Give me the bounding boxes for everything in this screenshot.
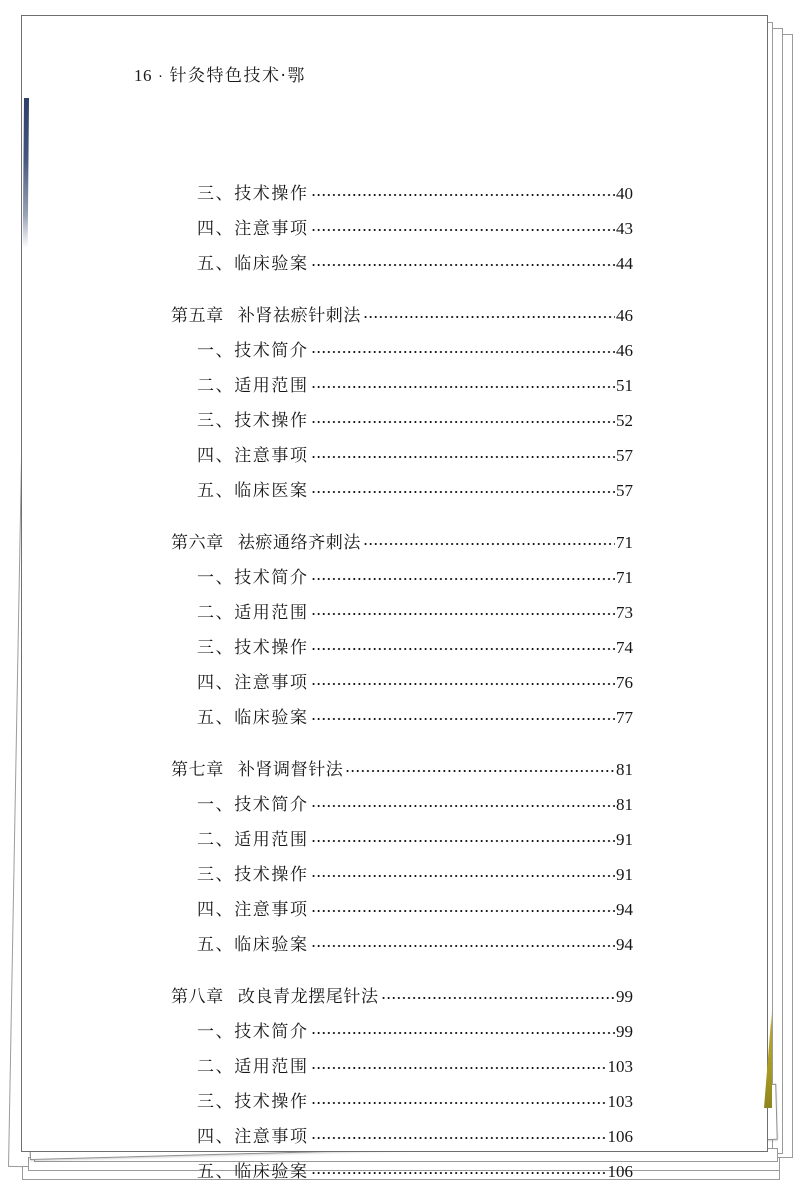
- toc-dot-leader: [311, 445, 615, 461]
- toc-chapter-title: 补肾祛瘀针刺法: [237, 306, 362, 326]
- toc-entry-label: 三、技术操作: [197, 638, 309, 657]
- toc-group: [22, 528, 767, 738]
- toc-chapter-number: 第五章: [171, 306, 224, 326]
- toc-section-entry[interactable]: [22, 598, 767, 633]
- toc-chapter-entry[interactable]: [22, 528, 767, 563]
- toc-dot-leader: [311, 707, 615, 723]
- toc-entry-page-number: 71: [616, 533, 633, 552]
- toc-entry-label: 四、注意事项: [197, 900, 309, 919]
- toc-entry-page-number: 94: [616, 900, 633, 919]
- toc-section-entry[interactable]: [22, 1157, 767, 1192]
- toc-chapter-number: 第七章: [171, 760, 224, 780]
- toc-section-entry[interactable]: [22, 406, 767, 441]
- toc-entry-label: [171, 301, 361, 326]
- toc-dot-leader: [311, 253, 615, 269]
- toc-section-entry[interactable]: [22, 703, 767, 738]
- toc-entry-label: 一、技术简介: [197, 795, 309, 814]
- toc-entry-page-number: 91: [616, 865, 633, 884]
- toc-section-entry[interactable]: [22, 441, 767, 476]
- toc-entry-label: 四、注意事项: [197, 1127, 309, 1146]
- page-folio-number: 16: [134, 66, 152, 85]
- toc-dot-leader: [311, 602, 615, 618]
- toc-entry-page-number: 40: [616, 184, 633, 203]
- running-head-separator: ·: [158, 69, 164, 85]
- toc-entry-label: 四、注意事项: [197, 673, 309, 692]
- toc-chapter-entry[interactable]: [22, 755, 767, 790]
- toc-entry-label: 二、适用范围: [197, 603, 309, 622]
- toc-entry-page-number: 71: [616, 568, 633, 587]
- toc-entry-page-number: 94: [616, 935, 633, 954]
- toc-section-entry[interactable]: [22, 1017, 767, 1052]
- toc-entry-page-number: 81: [616, 760, 633, 779]
- toc-dot-leader: [311, 1161, 607, 1177]
- toc-entry-page-number: 46: [616, 341, 633, 360]
- toc-entry-label: 一、技术简介: [197, 568, 309, 587]
- toc-section-entry[interactable]: [22, 790, 767, 825]
- toc-dot-leader: [363, 305, 615, 321]
- toc-dot-leader: [311, 1091, 607, 1107]
- toc-group: [22, 755, 767, 965]
- toc-entry-page-number: 74: [616, 638, 633, 657]
- table-of-contents: [22, 179, 767, 1192]
- toc-chapter-title: 补肾调督针法: [237, 760, 344, 780]
- toc-entry-label: [171, 982, 379, 1007]
- toc-entry-page-number: 106: [607, 1162, 633, 1181]
- toc-entry-page-number: 99: [616, 1022, 633, 1041]
- toc-group: [22, 982, 767, 1192]
- toc-entry-page-number: 103: [607, 1057, 633, 1076]
- toc-entry-label: 五、临床验案: [197, 1162, 309, 1181]
- toc-section-entry[interactable]: [22, 860, 767, 895]
- toc-entry-label: 三、技术操作: [197, 865, 309, 884]
- toc-entry-label: 五、临床验案: [197, 708, 309, 727]
- toc-dot-leader: [311, 1126, 607, 1142]
- toc-dot-leader: [311, 375, 615, 391]
- toc-entry-page-number: 57: [616, 446, 633, 465]
- toc-entry-label: 四、注意事项: [197, 446, 309, 465]
- toc-entry-page-number: 76: [616, 673, 633, 692]
- toc-entry-page-number: 44: [616, 254, 633, 273]
- toc-entry-label: 三、技术操作: [197, 411, 309, 430]
- toc-section-entry[interactable]: [22, 336, 767, 371]
- toc-entry-label: 二、适用范围: [197, 1057, 309, 1076]
- toc-chapter-number: 第六章: [171, 533, 224, 553]
- toc-section-entry[interactable]: [22, 930, 767, 965]
- toc-entry-label: 一、技术简介: [197, 1022, 309, 1041]
- toc-entry-label: 一、技术简介: [197, 341, 309, 360]
- toc-section-entry[interactable]: [22, 476, 767, 511]
- toc-dot-leader: [311, 637, 615, 653]
- toc-entry-page-number: 43: [616, 219, 633, 238]
- toc-section-entry[interactable]: [22, 214, 767, 249]
- toc-section-entry[interactable]: [22, 1052, 767, 1087]
- running-head: [134, 61, 306, 86]
- toc-entry-label: 四、注意事项: [197, 219, 309, 238]
- toc-entry-page-number: 51: [616, 376, 633, 395]
- toc-chapter-title: 祛瘀通络齐刺法: [237, 533, 362, 553]
- toc-dot-leader: [311, 218, 615, 234]
- toc-section-entry[interactable]: [22, 563, 767, 598]
- book-page: [21, 15, 768, 1181]
- toc-entry-page-number: 81: [616, 795, 633, 814]
- toc-entry-page-number: 106: [607, 1127, 633, 1146]
- toc-chapter-entry[interactable]: [22, 301, 767, 336]
- toc-entry-label: 五、临床医案: [197, 481, 309, 500]
- toc-dot-leader: [311, 672, 615, 688]
- toc-dot-leader: [311, 340, 615, 356]
- toc-section-entry[interactable]: [22, 249, 767, 284]
- toc-entry-label: 五、临床验案: [197, 254, 309, 273]
- toc-dot-leader: [311, 1056, 607, 1072]
- toc-section-entry[interactable]: [22, 895, 767, 930]
- running-head-title: 针灸特色技术·鄂: [169, 66, 306, 86]
- toc-entry-page-number: 57: [616, 481, 633, 500]
- toc-section-entry[interactable]: [22, 825, 767, 860]
- toc-entry-label: 二、适用范围: [197, 830, 309, 849]
- toc-section-entry[interactable]: [22, 633, 767, 668]
- toc-entry-label: 三、技术操作: [197, 1092, 309, 1111]
- toc-dot-leader: [381, 986, 615, 1002]
- toc-entry-page-number: 52: [616, 411, 633, 430]
- toc-dot-leader: [311, 899, 615, 915]
- toc-dot-leader: [311, 864, 615, 880]
- toc-group: [22, 301, 767, 511]
- toc-dot-leader: [311, 829, 615, 845]
- toc-dot-leader: [311, 480, 615, 496]
- toc-dot-leader: [345, 759, 615, 775]
- toc-chapter-entry[interactable]: [22, 982, 767, 1017]
- toc-dot-leader: [311, 567, 615, 583]
- toc-chapter-title: 改良青龙摆尾针法: [237, 987, 379, 1007]
- toc-entry-page-number: 103: [607, 1092, 633, 1111]
- toc-section-entry[interactable]: [22, 371, 767, 406]
- toc-section-entry[interactable]: [22, 668, 767, 703]
- toc-dot-leader: [363, 532, 615, 548]
- toc-entry-label: [171, 528, 361, 553]
- toc-entry-page-number: 46: [616, 306, 633, 325]
- toc-entry-page-number: 99: [616, 987, 633, 1006]
- toc-group: [22, 179, 767, 284]
- toc-entry-label: 三、技术操作: [197, 184, 309, 203]
- toc-entry-label: 二、适用范围: [197, 376, 309, 395]
- toc-section-entry[interactable]: [22, 179, 767, 214]
- toc-section-entry[interactable]: [22, 1087, 767, 1122]
- toc-dot-leader: [311, 1021, 615, 1037]
- toc-entry-page-number: 77: [616, 708, 633, 727]
- toc-dot-leader: [311, 934, 615, 950]
- toc-dot-leader: [311, 183, 615, 199]
- toc-dot-leader: [311, 410, 615, 426]
- toc-entry-label: 五、临床验案: [197, 935, 309, 954]
- toc-entry-page-number: 73: [616, 603, 633, 622]
- toc-section-entry[interactable]: [22, 1122, 767, 1157]
- toc-entry-label: [171, 755, 343, 780]
- toc-dot-leader: [311, 794, 615, 810]
- toc-chapter-number: 第八章: [171, 987, 224, 1007]
- toc-entry-page-number: 91: [616, 830, 633, 849]
